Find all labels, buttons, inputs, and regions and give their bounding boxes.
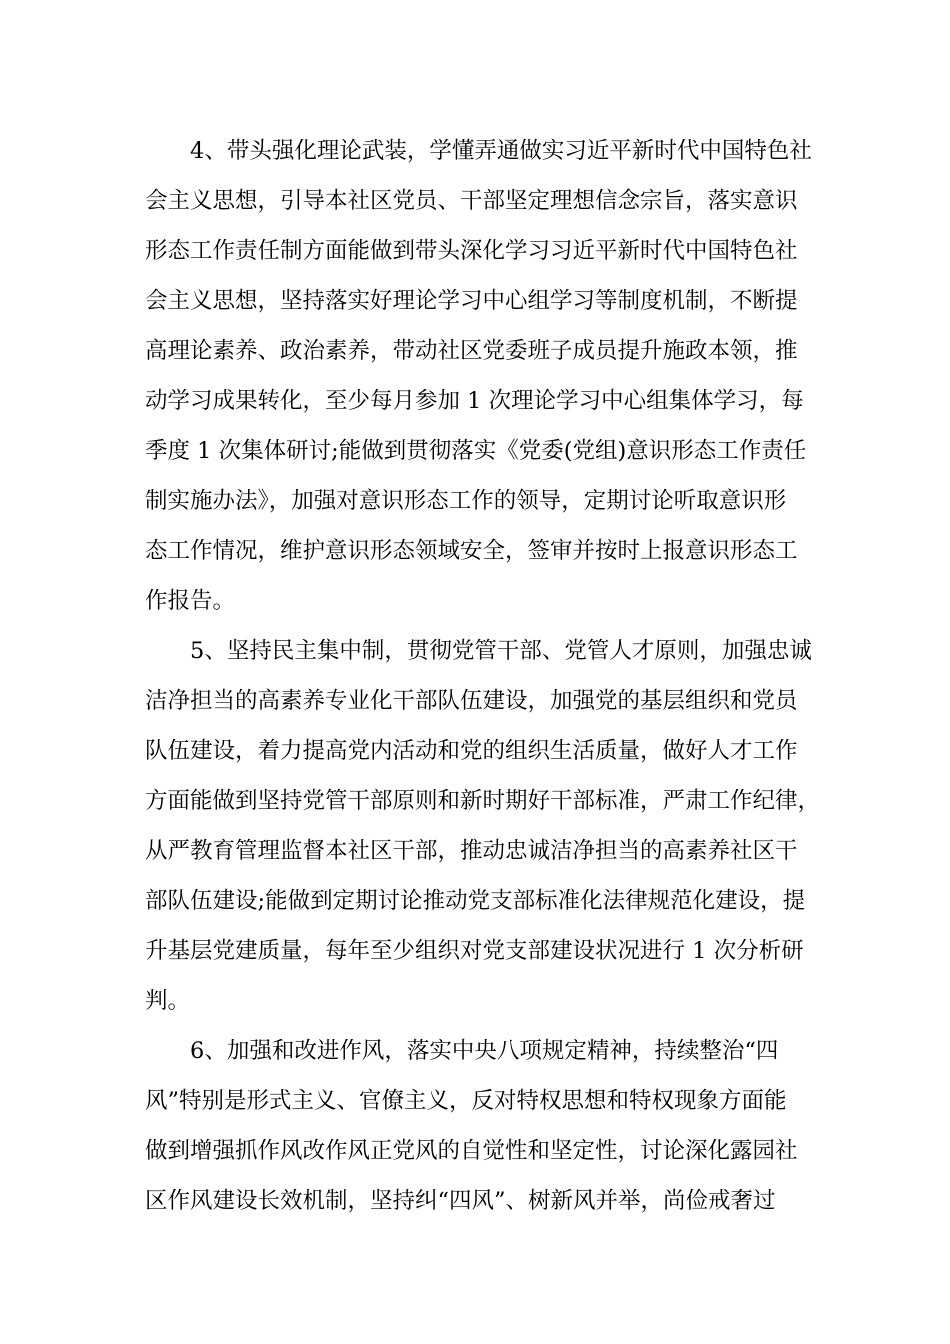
paragraph-5-line-7: 升基层党建质量，每年至少组织对党支部建设状况进行 1 次分析研 xyxy=(145,938,804,964)
paragraph-5-line-3: 队伍建设，着力提高党内活动和党的组织生活质量，做好人才工作 xyxy=(145,738,798,764)
paragraph-5-line-2: 洁净担当的高素养专业化干部队伍建设，加强党的基层组织和党员 xyxy=(145,688,798,714)
paragraph-6-line-2: 风”特别是形式主义、官僚主义，反对特权思想和特权现象方面能 xyxy=(145,1088,787,1114)
paragraph-4-line-9: 态工作情况，维护意识形态领域安全，签审并按时上报意识形态工 xyxy=(145,538,798,564)
paragraph-6-line-3: 做到增强抓作风改作风正党风的自觉性和坚定性，讨论深化露园社 xyxy=(145,1138,798,1164)
paragraph-6-line-1: 6、加强和改进作风，落实中央八项规定精神，持续整治“四 xyxy=(190,1038,779,1064)
paragraph-4-line-6: 动学习成果转化，至少每月参加 1 次理论学习中心组集体学习，每 xyxy=(145,388,804,414)
paragraph-5-line-4: 方面能做到坚持党管干部原则和新时期好干部标准，严肃工作纪律， xyxy=(145,788,821,814)
paragraph-4-line-2: 会主义思想，引导本社区党员、干部坚定理想信念宗旨，落实意识 xyxy=(145,188,798,214)
paragraph-4-line-10: 作报告。 xyxy=(145,588,236,614)
paragraph-4-line-7: 季度 1 次集体研讨;能做到贯彻落实《党委(党组)意识形态工作责任 xyxy=(145,438,807,464)
paragraph-6-line-4: 区作风建设长效机制，坚持纠“四风”、树新风并举，尚俭戒奢过 xyxy=(145,1188,776,1214)
paragraph-5-line-1: 5、坚持民主集中制，贯彻党管干部、党管人才原则，加强忠诚 xyxy=(190,638,812,664)
paragraph-4-line-3: 形态工作责任制方面能做到带头深化学习习近平新时代中国特色社 xyxy=(145,238,798,264)
paragraph-5-line-6: 部队伍建设;能做到定期讨论推动党支部标准化法律规范化建设，提 xyxy=(145,888,806,914)
paragraph-4-line-8: 制实施办法》，加强对意识形态工作的领导，定期讨论听取意识形 xyxy=(145,488,787,514)
paragraph-4-line-4: 会主义思想，坚持落实好理论学习中心组学习等制度机制，不断提 xyxy=(145,288,798,314)
paragraph-4-line-1: 4、带头强化理论武装，学懂弄通做实习近平新时代中国特色社 xyxy=(190,138,812,164)
paragraph-5-line-8: 判。 xyxy=(145,988,191,1014)
paragraph-4-line-5: 高理论素养、政治素养，带动社区党委班子成员提升施政本领，推 xyxy=(145,338,798,364)
paragraph-5-line-5: 从严教育管理监督本社区干部，推动忠诚洁净担当的高素养社区干 xyxy=(145,838,798,864)
